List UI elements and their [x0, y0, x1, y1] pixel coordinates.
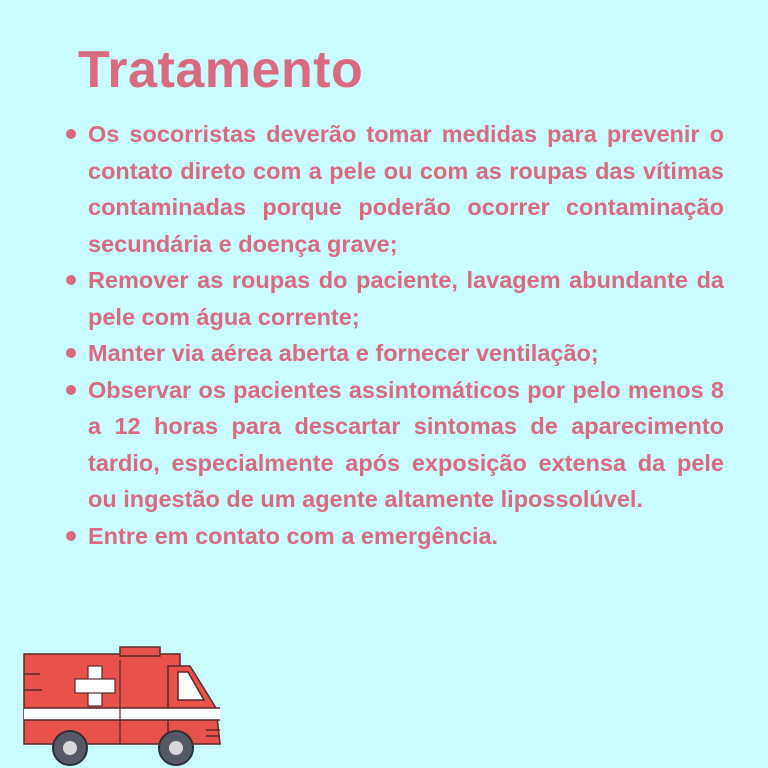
list-item [62, 335, 724, 372]
page-title: Tratamento [78, 41, 364, 99]
bullet-dot-icon [66, 531, 76, 541]
list-item-text: Os socorristas deverão tomar medidas para prevenir o contato direto com a pele ou com as roupas das vítimas contaminadas porque poderão ocorrer contaminação secundária e doença grave; [88, 121, 724, 257]
list-item-text: Remover as roupas do paciente, lavagem abundante da pele com água corrente; [88, 267, 724, 330]
bullet-dot-icon [66, 348, 76, 358]
list-item [62, 116, 724, 262]
bullet-dot-icon [66, 275, 76, 285]
bullet-dot-icon [66, 129, 76, 139]
list-item-text: Manter via aérea aberta e fornecer ventilação; [88, 340, 599, 366]
list-item-text: Entre em contato com a emergência. [88, 522, 499, 549]
list-item [62, 262, 724, 335]
list-item [62, 518, 724, 555]
list-item-text: Observar os pacientes assintomáticos por pelo menos 8 a 12 horas para descartar sintomas de aparecimento tardio, especialmente após exposição extensa da pele ou ingestão de um agente altamente lipossolúvel. [88, 376, 724, 512]
list-item [62, 372, 724, 518]
bullet-dot-icon [66, 385, 76, 395]
treatment-list [62, 116, 724, 554]
ambulance-icon [20, 644, 226, 768]
